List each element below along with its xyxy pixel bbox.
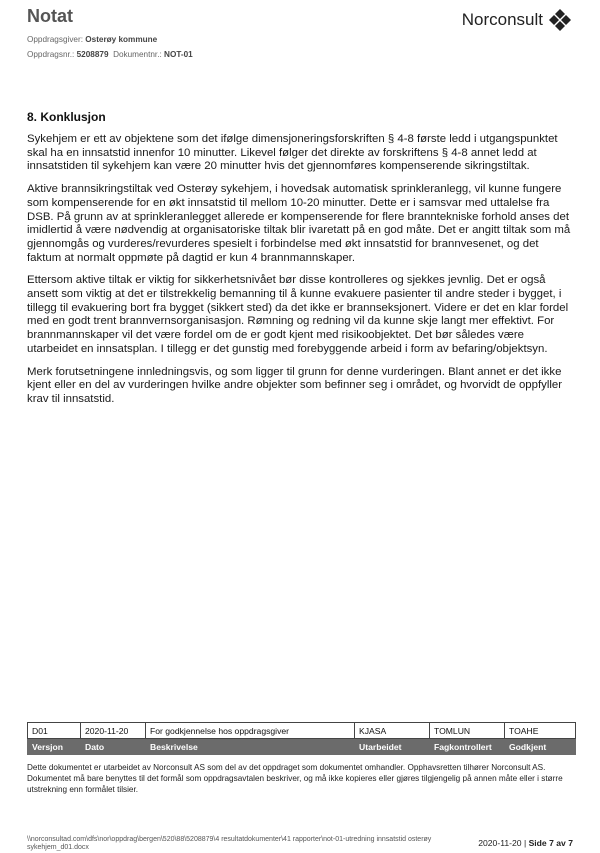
section-heading: 8. Konklusjon (27, 110, 106, 124)
project-no-label: Oppdragsnr.: (27, 50, 75, 59)
doc-no-label: Dokumentnr.: (113, 50, 162, 59)
rev-checked: TOMLUN (430, 723, 505, 739)
header-description: Beskrivelse (146, 739, 355, 755)
client-label: Oppdragsgiver: (27, 35, 83, 44)
paragraph-1: Sykehjem er ett av objektene som det ifølge dimensjoneringsforskriften § 4-8 første ledd i utgangspunktet skal ha en innsatstid innenfor 10 minutter. Likevel følger det direkte av forskriftens § 4-8 annet ledd at innsatstiden til sykehjem kan være 20 minutter hvis det gjennomføres kompenserende sikringstiltak. (27, 133, 558, 173)
document-title: Notat (27, 6, 73, 26)
client-value: Osterøy kommune (85, 35, 158, 44)
project-no-value: 5208879 (76, 50, 109, 59)
footer-separator: | (523, 838, 527, 848)
header-approved: Godkjent (505, 739, 576, 755)
footer-date: 2020-11-20 (478, 838, 522, 848)
rev-prepared: KJASA (355, 723, 430, 739)
revision-table (27, 722, 576, 755)
rev-description: For godkjennelse hos oppdragsgiver (146, 723, 355, 739)
client-line (27, 35, 157, 44)
doc-no-value: NOT-01 (164, 50, 193, 59)
footer-file-path: \\norconsultad.com\dfs\nor\oppdrag\bergen\520\88\5208879\4 resultatdokumenter\41 rapporter\not-01-utredning innsatstid osterøy sykehjem_d01.docx (27, 836, 432, 852)
footer-page-number: Side 7 av 7 (528, 838, 573, 848)
paragraph-4: Merk forutsetningene innledningsvis, og som ligger til grunn for denne vurderingen. Blant annet er det ikke kjent eller en del av vurderingen hvilke andre objekter som befinner seg i området, og hvorvidt de oppfyller krav til innsatstid. (27, 365, 563, 405)
rev-approved: TOAHE (505, 723, 576, 739)
logo-text: Norconsult (461, 10, 543, 29)
revision-header-row (28, 739, 576, 755)
header-checked: Fagkontrollert (430, 739, 505, 755)
paragraph-3: Ettersom aktive tiltak er viktig for sikkerhetsnivået bør disse kontrolleres og sjekkes jevnlig. Det er også ansett som viktig at det er tilstrekkelig bemanning til å kunne evakuere pasienter til andre steder i bygget, i tillegg til evakuering bort fra bygget (sikkert sted) da det ikke er brannseksjonert. Videre er det en klar fordel med en godt trent brannvernsorganisasjon. Rømning og redning vil da kunne skje langt mer effektivt. For brannmannskaper vil det være fordel om de er godt kjent med risikoobjektet. Det bør således være utarbeidet en innsatsplan. I tillegg er det gunstig med forebyggende arbeid i form av befaring/objektsyn. (27, 274, 569, 355)
norconsult-logo (462, 8, 572, 32)
paragraph-2: Aktive brannsikringstiltak ved Osterøy sykehjem, i hovedsak automatisk sprinkleranlegg, vil kunne fungere som kompenserende for en økt innsatstid til mellom 10-20 minutter. Dette er i samsvar med uttalelse fra DSB. På grunn av at sprinkleranlegget allerede er kompenserende for flere branntekniske forhold anses det imidlertid å være nødvendig at organisatoriske tiltak blir ivaretatt på en god måte. Det er angitt tiltak som må gjennomgås og vurderes/revurderes spesielt i forbindelse med økt innsatstid for brannvesenet, og det faktum at normalt oppmøte på dagtid er kun 4 brannmannskaper. (27, 183, 571, 264)
header-prepared: Utarbeidet (355, 739, 430, 755)
rev-date: 2020-11-20 (81, 723, 146, 739)
header-version: Versjon (28, 739, 81, 755)
diamond-logo-icon (548, 8, 572, 32)
revision-row (28, 723, 576, 739)
section-body (27, 133, 575, 416)
header-date: Dato (81, 739, 146, 755)
project-line (27, 50, 193, 59)
footer-page-info (478, 838, 573, 848)
rev-version: D01 (28, 723, 81, 739)
disclaimer-text: Dette dokumentet er utarbeidet av Norconsult AS som del av det oppdraget som dokumentet omhandler. Opphavsretten tilhører Norconsult AS. Dokumentet må bare benyttes til det formål som oppdragsavtalen beskriver, og må ikke kopieres eller gjøres tilgjengelig på annen måte eller i større utstrekning enn formålet tilsier. (27, 763, 563, 795)
